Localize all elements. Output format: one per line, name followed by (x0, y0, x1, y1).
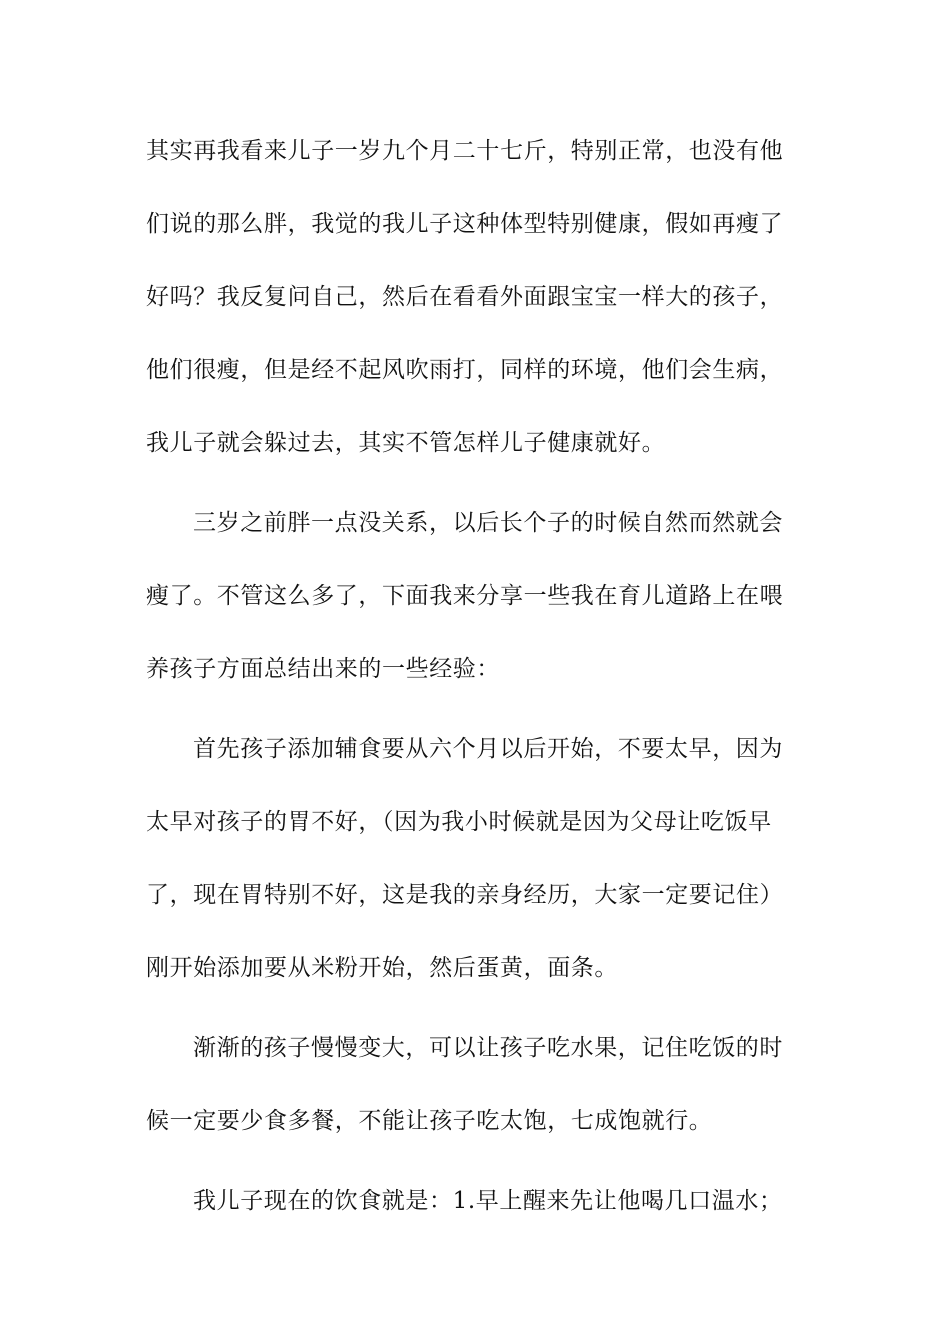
paragraph-line: 渐渐的孩子慢慢变大，可以让孩子吃水果，记住吃饭的时 (193, 1035, 783, 1061)
paragraph-line: 候一定要少食多餐，不能让孩子吃太饱，七成饱就行。 (146, 1108, 713, 1134)
paragraph-line: 我儿子现在的饮食就是：1.早上醒来先让他喝几口温水； (193, 1188, 783, 1214)
paragraph-line: 三岁之前胖一点没关系，以后长个子的时候自然而然就会 (193, 510, 783, 536)
paragraph-line: 瘦了。不管这么多了，下面我来分享一些我在育儿道路上在喂 (146, 583, 784, 609)
paragraph-line: 了，现在胃特别不好，这是我的亲身经历，大家一定要记住） (146, 882, 784, 908)
paragraph-line: 好吗？我反复问自己，然后在看看外面跟宝宝一样大的孩子， (146, 284, 784, 310)
paragraph-line: 们说的那么胖，我觉的我儿子这种体型特别健康，假如再瘦了 (146, 211, 784, 237)
paragraph-line: 首先孩子添加辅食要从六个月以后开始，不要太早，因为 (193, 736, 783, 762)
paragraph-line: 其实再我看来儿子一岁九个月二十七斤，特别正常，也没有他 (146, 138, 784, 164)
paragraph-line: 刚开始添加要从米粉开始，然后蛋黄，面条。 (146, 955, 618, 981)
paragraph-line: 养孩子方面总结出来的一些经验： (146, 656, 500, 682)
paragraph-line: 他们很瘦，但是经不起风吹雨打，同样的环境，他们会生病， (146, 357, 784, 383)
paragraph-line: 我儿子就会躲过去，其实不管怎样儿子健康就好。 (146, 430, 666, 456)
paragraph-line: 太早对孩子的胃不好，（因为我小时候就是因为父母让吃饭早 (146, 809, 772, 835)
